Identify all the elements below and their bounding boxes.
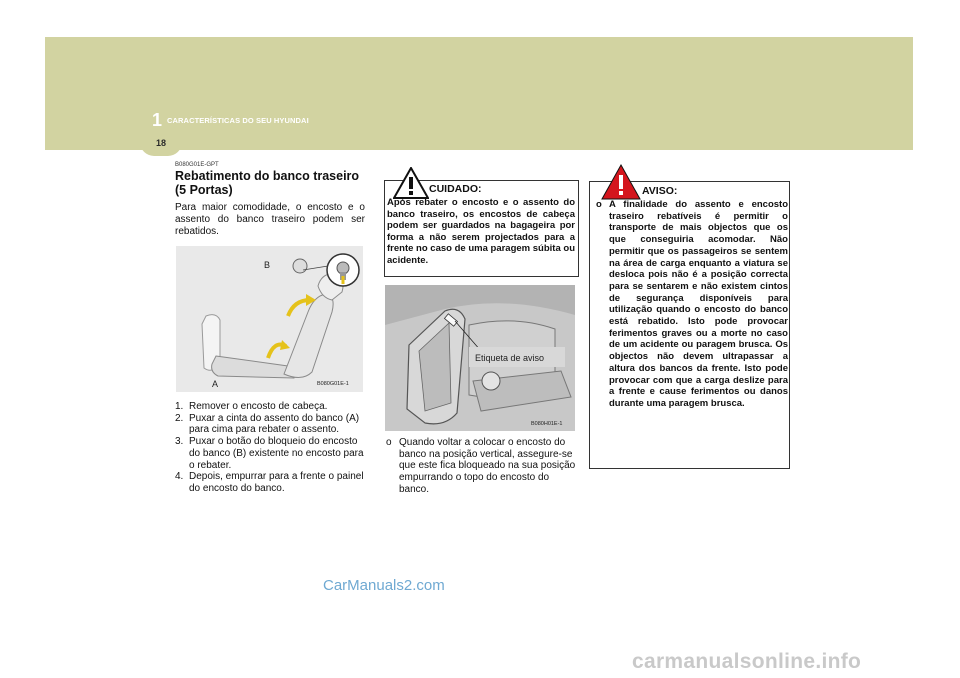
note-item [386,437,576,496]
list-item [175,471,365,494]
section-title: Rebatimento do banco traseiro (5 Portas) [175,169,360,197]
aviso-title: AVISO: [642,185,678,197]
aviso-item [596,199,788,410]
step-number: 2. [175,412,184,424]
list-item [175,413,365,436]
warning-icon [393,167,429,199]
page-number: 18 [155,138,166,148]
list-item [175,436,365,471]
caution-box [384,180,579,277]
caution-text: Após rebater o encosto e o assento do banco traseiro, os encostos de cabeça podem ser guardados na bagageira por forma a não serem projectados para a frente no caso de uma paragem súbita ou acidente. [387,197,575,266]
aviso-text: A finalidade do assento e encosto traseiro rebatíveis é permitir o transporte de mais objectos que os que conseguiria acomodar. Não permitir que os passageiros se sentem na área de carga enquanto a viatura se desloca pois não é a posição correcta para se sentarem e não existem cintos de segurança disponíveis para utilização quando o encosto do banco está rebatido. Isto pode provocar ferimentos graves ou a morte no caso de um acidente ou paragem brusca. Os objectos não devem ultrapassar a altura dos bancos da frente. Isto pode provocar com que a carga deslize para a frente e cause ferimentos ou danos durante uma paragem brusca. [609,199,788,409]
warning-label-callout: Etiqueta de aviso [475,353,545,363]
note-bullet: o [386,437,392,448]
chapter-title: CARACTERÍSTICAS DO SEU HYUNDAI [167,116,309,125]
figure-label-b: B [264,260,271,270]
caution-title: CUIDADO: [429,183,482,195]
watermark-carmanualsonline[interactable]: carmanualsonline.info [632,650,862,673]
step-text: Remover o encosto de cabeça. [189,401,328,412]
step-number: 3. [175,436,184,448]
step-number: 4. [175,471,184,483]
aviso-box [589,181,790,469]
aviso-bullet: o [596,199,602,210]
figure-label-a: A [212,379,219,389]
figure-code: B080H01E-1 [531,421,563,427]
list-item [175,401,365,413]
warning-label-figure [385,285,575,431]
watermark-carmanuals2[interactable]: CarManuals2.com [323,577,445,594]
section-intro [175,162,365,238]
steps-list [175,401,365,495]
step-text: Depois, empurrar para a frente o painel do encosto do banco. [189,471,364,494]
seat-fold-figure [176,246,363,392]
section-intro-text: Para maior comodidade, o encosto e o assento do banco traseiro podem ser rebatidos. [175,202,365,237]
chapter-number: 1 [152,110,163,130]
warning-icon [601,164,641,200]
step-number: 1. [175,401,184,412]
note-text: Quando voltar a colocar o encosto do banco na posição vertical, assegure-se que este fica bloqueado na sua posição empurrando o topo do encosto do banco. [399,437,576,495]
figure-code: B080G01E-1 [317,381,349,387]
section-code: B080G01E-GPT [175,162,219,168]
step-text: Puxar o botão do bloqueio do encosto do banco (B) existente no encosto para o rebater. [189,436,364,471]
step-text: Puxar a cinta do assento do banco (A) para cima para rebater o assento. [189,412,360,436]
